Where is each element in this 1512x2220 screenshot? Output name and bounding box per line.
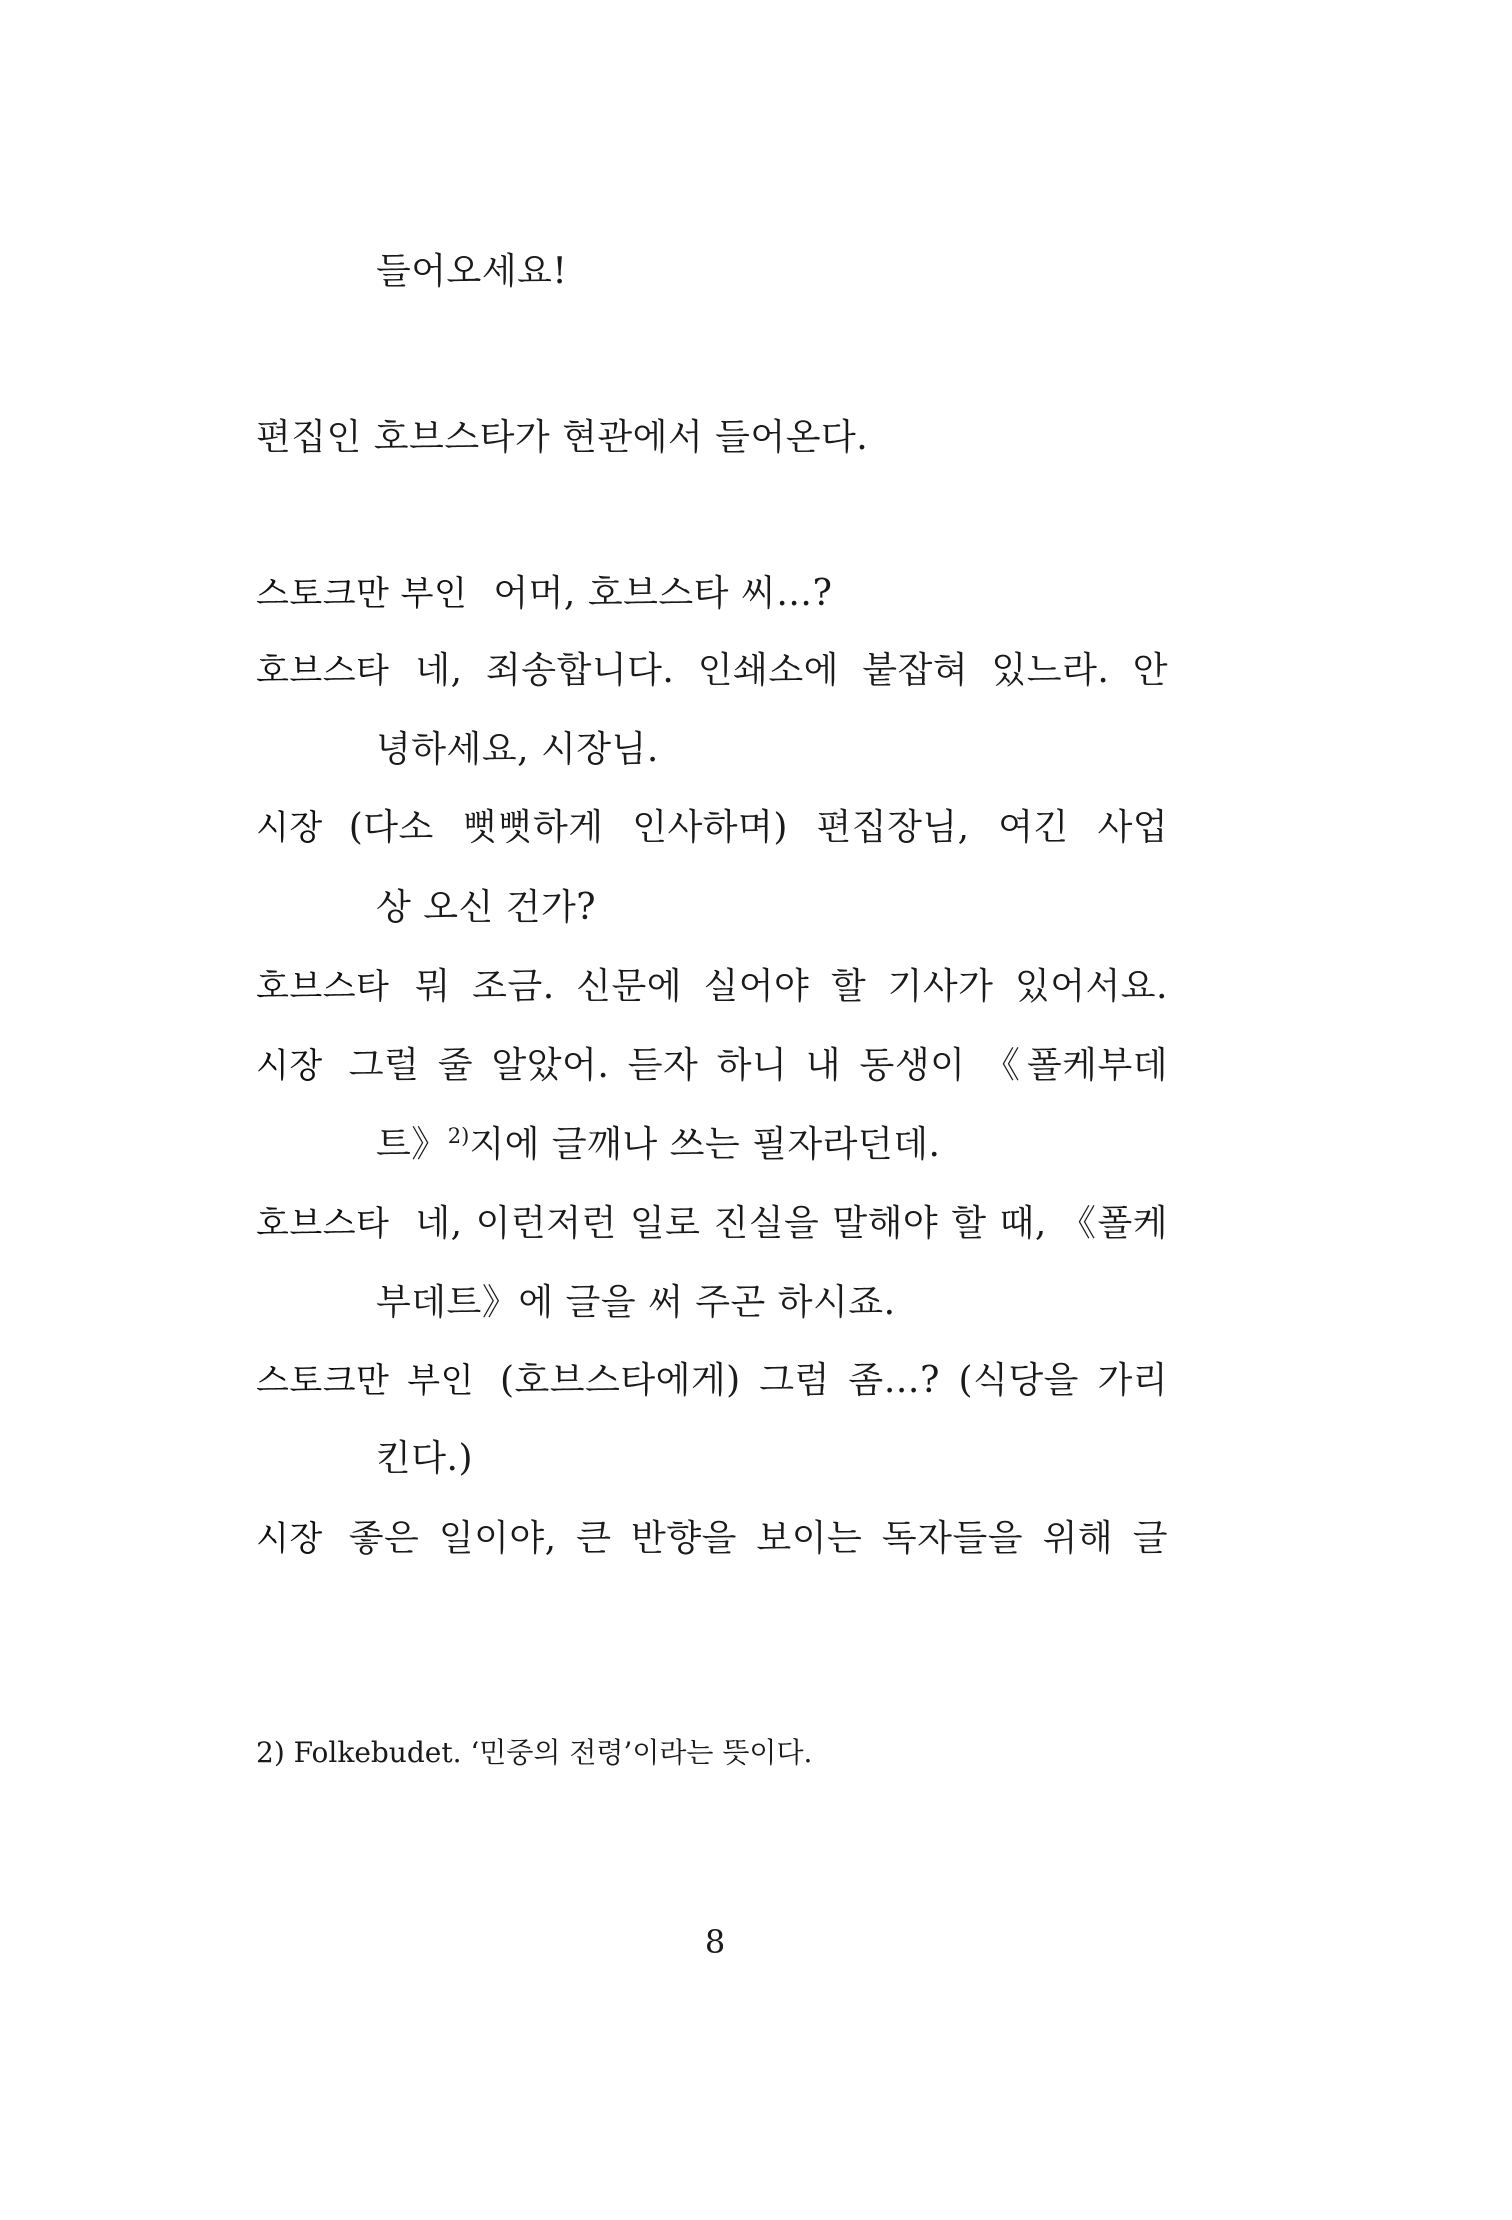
line-text: (호브스타에게) 그럼 좀…? (식당을 가리 (499, 1360, 1168, 1401)
dialogue-line (256, 647, 1168, 695)
speaker-name: 시장 (256, 808, 323, 848)
line-text: (다소 뻣뻣하게 인사하며) 편집장님, 여긴 사업 (348, 807, 1168, 848)
dialogue-line (256, 1515, 1168, 1563)
line-text: 그럴 줄 알았어. 듣자 하니 내 동생이 《폴케부데 (348, 1045, 1168, 1086)
line-text: 트》 (376, 1124, 448, 1165)
dialogue-line (256, 570, 832, 618)
line-text: 어머, 호브스타 씨…? (493, 573, 833, 614)
line-text: 네, 이런저런 일로 진실을 말해야 할 때, 《폴케 (415, 1203, 1168, 1244)
dialogue-line (256, 963, 1168, 1011)
speaker-name: 스토크만 부인 (256, 574, 468, 614)
speaker-name: 호브스타 (256, 651, 390, 691)
stage-direction-line (376, 248, 567, 296)
dialogue-continuation-line (376, 1279, 896, 1327)
dialogue-line (256, 1357, 1168, 1405)
speaker-name: 시장 (256, 1519, 323, 1559)
page-number: 8 (704, 1923, 726, 1961)
speaker-name: 호브스타 (256, 967, 390, 1007)
dialogue-line (256, 1200, 1168, 1248)
line-text: 들어오세요! (376, 251, 568, 292)
dialogue-line (256, 804, 1168, 852)
line-text: 뭐 조금. 신문에 실어야 할 기사가 있어서요. (415, 966, 1168, 1007)
line-text: 편집인 호브스타가 현관에서 들어온다. (256, 417, 869, 458)
line-text: 상 오신 건가? (376, 887, 597, 928)
line-text: 지에 글깨나 쓰는 필자라던데. (469, 1124, 941, 1165)
stage-direction-line (256, 414, 868, 462)
line-text: 킨다.) (376, 1438, 474, 1479)
speaker-name: 스토크만 부인 (256, 1361, 474, 1401)
dialogue-line (256, 1042, 1168, 1090)
dialogue-continuation-line (376, 726, 659, 774)
line-text: 좋은 일이야, 큰 반향을 보이는 독자들을 위해 글 (348, 1518, 1168, 1559)
speaker-name: 시장 (256, 1046, 323, 1086)
dialogue-continuation-line (376, 1121, 940, 1169)
dialogue-continuation-line (376, 884, 596, 932)
footnote-reference: 2) (447, 1124, 470, 1148)
dialogue-continuation-line (376, 1435, 473, 1483)
line-text: 네, 죄송합니다. 인쇄소에 붙잡혀 있느라. 안 (415, 650, 1168, 691)
line-text: 녕하세요, 시장님. (376, 729, 659, 770)
speaker-name: 호브스타 (256, 1204, 390, 1244)
footnote: 2) Folkebudet. ‘민중의 전령’이라는 뜻이다. (256, 1736, 813, 1769)
line-text: 부데트》에 글을 써 주곤 하시죠. (376, 1282, 896, 1323)
